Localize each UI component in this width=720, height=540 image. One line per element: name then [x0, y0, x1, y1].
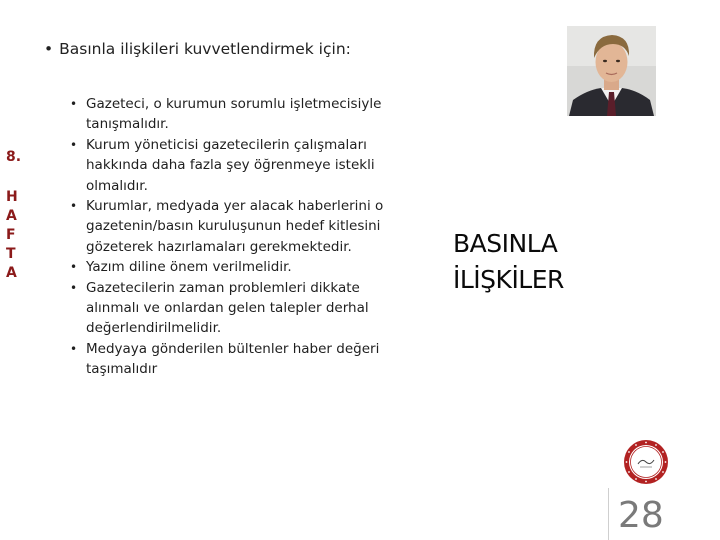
slide-title: [453, 226, 564, 298]
page-number: 28: [618, 495, 664, 536]
portrait-photo: [567, 26, 656, 116]
bullet-text: Gazeteci, o kurumun sorumlu işletmecisiyle tanışmalıdır.: [86, 96, 382, 133]
university-seal-icon: [622, 438, 670, 486]
title-line: BASINLA: [453, 229, 558, 258]
slide-heading: [44, 40, 351, 58]
side-week-label: [6, 148, 26, 283]
bullet-text: Kurumlar, medyada yer alacak haberlerini o gazetenin/basın kuruluşunun hedef kitlesini gözeterek hazırlamaları gerekmektedir.: [86, 198, 384, 255]
bullet-item: [70, 257, 415, 277]
bullet-mark: •: [70, 260, 78, 275]
title-line: İLİŞKİLER: [453, 265, 564, 294]
bullet-item: [70, 94, 415, 135]
page-divider: [608, 488, 609, 540]
bullet-item: [70, 339, 415, 380]
bullet-text: Yazım diline önem verilmelidir.: [86, 259, 292, 276]
bullet-list: [70, 94, 415, 380]
heading-bullet: •: [44, 40, 54, 58]
week-letters: [6, 188, 26, 283]
week-letter: A: [6, 265, 17, 281]
bullet-item: [70, 278, 415, 339]
bullet-item: [70, 196, 415, 257]
bullet-mark: •: [70, 341, 78, 356]
bullet-mark: •: [70, 280, 78, 295]
week-letter: H: [6, 189, 18, 205]
bullet-item: [70, 135, 415, 196]
week-number: 8.: [6, 149, 22, 165]
week-letter: A: [6, 208, 17, 224]
bullet-text: Gazetecilerin zaman problemleri dikkate alınmalı ve onlardan gelen talepler derhal değerlendirilmelidir.: [86, 279, 369, 337]
bullet-mark: •: [70, 137, 78, 152]
portrait-illustration: [567, 26, 656, 116]
bullet-mark: •: [70, 199, 78, 214]
bullet-text: Kurum yöneticisi gazetecilerin çalışmaları hakkında daha fazla şey öğrenmeye istekli olmalıdır.: [86, 136, 375, 194]
week-letter: F: [6, 227, 16, 243]
week-letter: T: [6, 246, 16, 262]
bullet-text: Medyaya gönderilen bültenler haber değeri taşımalıdır: [86, 340, 380, 378]
bullet-mark: •: [70, 97, 78, 111]
heading-text: Basınla ilişkileri kuvvetlendirmek için:: [59, 40, 351, 58]
